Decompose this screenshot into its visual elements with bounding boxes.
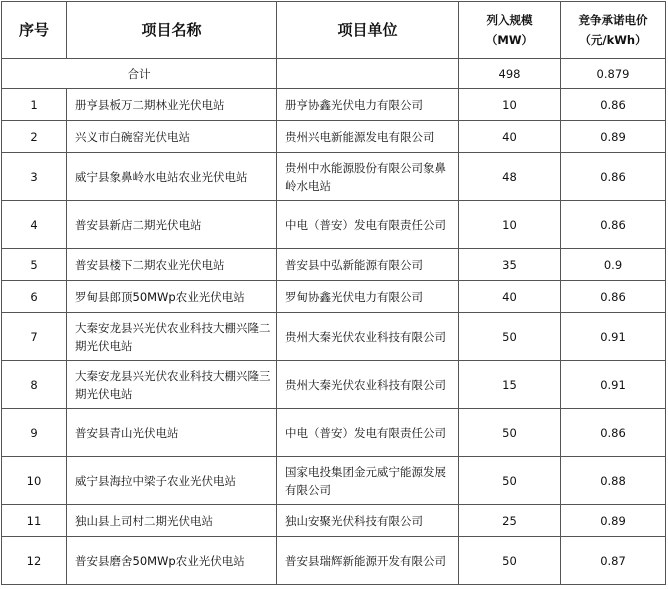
row-index: 9: [2, 409, 67, 457]
row-index: 6: [2, 281, 67, 313]
table-row: [2, 249, 666, 281]
row-capacity: 40: [459, 121, 561, 153]
row-capacity: 50: [459, 409, 561, 457]
row-capacity: 48: [459, 153, 561, 201]
table-row: [2, 313, 666, 361]
header-row: [2, 2, 666, 59]
row-price: 0.9: [561, 249, 666, 281]
total-unit-cell: [277, 59, 459, 89]
row-project-name: 罗甸县郎顶50MWp农业光伏电站: [67, 281, 277, 313]
project-table: [1, 1, 666, 585]
row-capacity: 50: [459, 537, 561, 585]
row-project-unit: 中电（普安）发电有限责任公司: [277, 409, 459, 457]
row-project-name: 威宁县海拉中梁子农业光伏电站: [67, 457, 277, 505]
row-project-unit: 普安县中弘新能源有限公司: [277, 249, 459, 281]
table-row: [2, 121, 666, 153]
row-index: 1: [2, 89, 67, 121]
row-project-unit: 贵州兴电新能源发电有限公司: [277, 121, 459, 153]
row-index: 5: [2, 249, 67, 281]
total-row: [2, 59, 666, 89]
row-price: 0.86: [561, 89, 666, 121]
header-capacity-line1: 列入规模: [486, 13, 533, 27]
row-project-name: 威宁县象鼻岭水电站农业光伏电站: [67, 153, 277, 201]
table-row: [2, 89, 666, 121]
row-price: 0.89: [561, 505, 666, 537]
row-project-unit: 中电（普安）发电有限责任公司: [277, 201, 459, 249]
row-index: 2: [2, 121, 67, 153]
row-price: 0.86: [561, 409, 666, 457]
header-price-line1: 竞争承诺电价: [578, 13, 648, 27]
row-project-name: 兴义市白碗窑光伏电站: [67, 121, 277, 153]
row-capacity: 25: [459, 505, 561, 537]
total-label: 合计: [2, 59, 277, 89]
row-capacity: 35: [459, 249, 561, 281]
row-project-name: 册亨县板万二期林业光伏电站: [67, 89, 277, 121]
row-project-name: 大秦安龙县兴光伏农业科技大棚兴隆二期光伏电站: [67, 313, 277, 361]
row-index: 4: [2, 201, 67, 249]
total-price: 0.879: [561, 59, 666, 89]
table-row: [2, 361, 666, 409]
row-price: 0.86: [561, 201, 666, 249]
row-capacity: 10: [459, 201, 561, 249]
row-price: 0.88: [561, 457, 666, 505]
row-price: 0.91: [561, 313, 666, 361]
row-project-unit: 罗甸协鑫光伏电力有限公司: [277, 281, 459, 313]
header-capacity: [459, 2, 561, 59]
row-project-unit: 贵州大秦光伏农业科技有限公司: [277, 361, 459, 409]
row-project-unit: 贵州大秦光伏农业科技有限公司: [277, 313, 459, 361]
row-project-name: 普安县青山光伏电站: [67, 409, 277, 457]
table-row: [2, 537, 666, 585]
table-row: [2, 153, 666, 201]
table-row: [2, 457, 666, 505]
table-row: [2, 505, 666, 537]
row-capacity: 50: [459, 313, 561, 361]
row-project-unit: 普安县瑞辉新能源开发有限公司: [277, 537, 459, 585]
row-capacity: 15: [459, 361, 561, 409]
header-index: 序号: [2, 2, 67, 59]
row-project-name: 普安县楼下二期农业光伏电站: [67, 249, 277, 281]
table-row: [2, 201, 666, 249]
row-project-unit: 册亨协鑫光伏电力有限公司: [277, 89, 459, 121]
row-index: 11: [2, 505, 67, 537]
header-project-unit: 项目单位: [277, 2, 459, 59]
row-index: 7: [2, 313, 67, 361]
table-row: [2, 281, 666, 313]
header-project-name: 项目名称: [67, 2, 277, 59]
row-project-name: 普安县新店二期光伏电站: [67, 201, 277, 249]
row-index: 8: [2, 361, 67, 409]
row-price: 0.86: [561, 153, 666, 201]
row-price: 0.89: [561, 121, 666, 153]
row-price: 0.86: [561, 281, 666, 313]
row-price: 0.87: [561, 537, 666, 585]
row-project-unit: 独山安聚光伏科技有限公司: [277, 505, 459, 537]
row-project-unit: 贵州中水能源股份有限公司象鼻岭水电站: [277, 153, 459, 201]
row-project-name: 普安县磨舍50MWp农业光伏电站: [67, 537, 277, 585]
header-price: [561, 2, 666, 59]
row-capacity: 50: [459, 457, 561, 505]
header-price-line2: （元/kWh）: [579, 33, 647, 47]
table-row: [2, 409, 666, 457]
row-index: 10: [2, 457, 67, 505]
total-capacity: 498: [459, 59, 561, 89]
row-project-name: 大秦安龙县兴光伏农业科技大棚兴隆三期光伏电站: [67, 361, 277, 409]
row-project-name: 独山县上司村二期光伏电站: [67, 505, 277, 537]
row-index: 12: [2, 537, 67, 585]
header-capacity-line2: （MW）: [485, 33, 534, 47]
row-capacity: 40: [459, 281, 561, 313]
row-capacity: 10: [459, 89, 561, 121]
row-price: 0.91: [561, 361, 666, 409]
row-index: 3: [2, 153, 67, 201]
row-project-unit: 国家电投集团金元威宁能源发展有限公司: [277, 457, 459, 505]
